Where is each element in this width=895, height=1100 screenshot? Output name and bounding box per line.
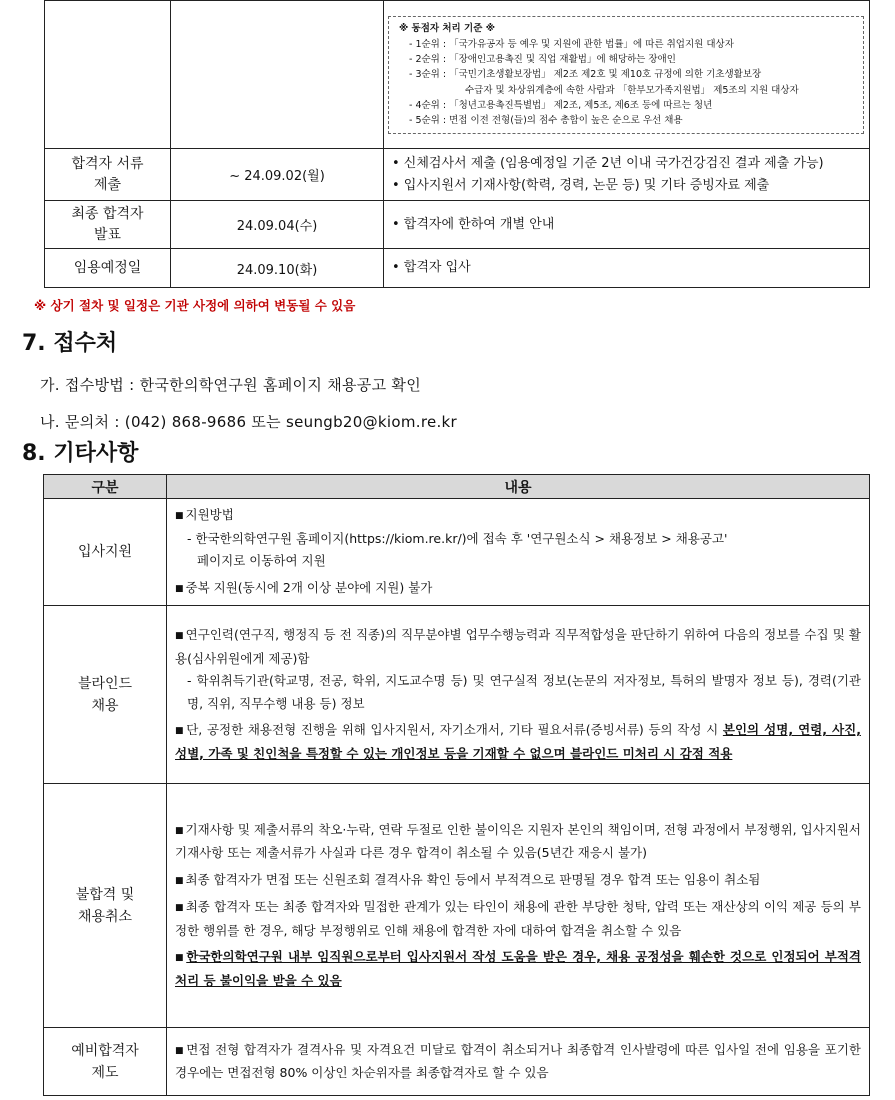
bullet-text: 중복 지원(동시에 2개 이상 분야에 지원) 불가 [185, 579, 433, 595]
category-cell [44, 1028, 167, 1096]
date-cell: ~ 24.09.02(월) [171, 149, 384, 201]
schedule-note: ※ 상기 절차 및 일정은 기관 사정에 의하여 변동될 수 있음 [34, 298, 356, 313]
tiebreak-item: - 5순위 : 면접 이전 전형(들)의 점수 총합이 높은 순으로 우선 채용 [409, 115, 683, 127]
step-cell [45, 249, 171, 288]
bullet-text: 면접 전형 합격자가 결격사유 및 자격요건 미달로 합격이 취소되거나 최종합격 인사발령에 따른 입사일 전에 임용을 포기한 경우에는 면접전형 80% 이상인 차순위자를 최종합격자로 할 수 있음 [175, 1041, 861, 1080]
section-heading: 8. 기타사항 [22, 441, 139, 466]
step-cell [45, 201, 171, 249]
table-row [44, 499, 870, 606]
table-row [44, 1028, 870, 1096]
square-bullet-icon: ■ [175, 1045, 185, 1056]
tiebreak-item: - 2순위 : 「장애인고용촉진 및 직업 재활법」에 해당하는 장애인 [409, 54, 676, 66]
bullet-text: 지원방법 [185, 507, 234, 522]
table-row [44, 784, 870, 1028]
category-label: 채용취소 [77, 908, 133, 925]
bullet-emphasis: 본인의 성명, 연령, 사진, 성별, 가족 및 친인척을 특정할 수 있는 개인정보 등을 기재할 수 없으며 블라인드 미처리 시 감점 적용 [175, 722, 861, 761]
col-header-content: 내용 [167, 475, 870, 499]
col-header-category: 구분 [44, 475, 167, 499]
content-cell [167, 499, 870, 606]
square-bullet-icon: ■ [175, 726, 185, 736]
bullet-text: 연구인력(연구직, 행정직 등 전 직종)의 직무분야별 업무수행능력과 직무적합성을 판단하기 위하여 다음의 정보를 수집 및 활용(심사위원에게 제공)함 [175, 627, 861, 666]
desc-item: • 입사지원서 기재사항(학력, 경력, 논문 등) 및 기타 증빙자료 제출 [392, 177, 770, 193]
desc-cell [384, 201, 870, 249]
category-label: 제도 [91, 1064, 119, 1081]
desc-item: • 합격자 입사 [392, 260, 471, 275]
step-label: 발표 [93, 226, 122, 243]
desc-item: • 합격자에 한하여 개별 안내 [392, 216, 555, 232]
tiebreak-box [388, 16, 864, 133]
sub-item: 페이지로 이동하여 지원 [197, 553, 326, 568]
desc-item: • 신체검사서 제출 (임용예정일 기준 2년 이내 국가건강검진 결과 제출 가능) [392, 155, 824, 171]
content-cell [167, 1028, 870, 1096]
category-label: 블라인드 [77, 675, 133, 692]
step-label: 제출 [93, 176, 122, 193]
sub-item: - 한국한의학연구원 홈페이지(https://kiom.re.kr/)에 접속 후 '연구원소식 > 채용정보 > 채용공고' [187, 530, 728, 546]
table-row [45, 149, 870, 201]
date-cell: 24.09.04(수) [171, 201, 384, 249]
contact-info: 나. 문의처 : (042) 868-9686 또는 seungb20@kiom.re.kr [40, 413, 458, 431]
square-bullet-icon: ■ [175, 825, 184, 836]
content-cell [167, 784, 870, 1028]
step-label: 최종 합격자 [71, 205, 144, 222]
category-label: 채용 [91, 697, 119, 714]
table-row [45, 1, 870, 149]
category-cell [44, 784, 167, 1028]
tiebreak-item: - 1순위 : 「국가유공자 등 예우 및 지원에 관한 법률」에 따른 취업지원 대상자 [409, 38, 734, 50]
square-bullet-icon: ■ [175, 631, 184, 641]
table-header-row [44, 475, 870, 499]
category-cell [44, 606, 167, 784]
category-cell: 입사지원 [44, 499, 167, 606]
apply-method: 가. 접수방법 : 한국한의학연구원 홈페이지 채용공고 확인 [40, 376, 422, 394]
category-label: 불합격 및 [75, 886, 135, 903]
square-bullet-icon: ■ [175, 875, 184, 886]
tiebreak-cell [384, 1, 870, 149]
bullet-text: 최종 합격자가 면접 또는 신원조회 결격사유 확인 등에서 부적격으로 판명될 경우 합격 또는 임용이 취소됨 [185, 871, 761, 887]
table-row [44, 606, 870, 784]
square-bullet-icon: ■ [175, 953, 185, 964]
table-row [45, 201, 870, 249]
step-cell [45, 149, 171, 201]
tiebreak-item: - 3순위 : 「국민기초생활보장법」 제2조 제2호 및 제10호 규정에 의한 기초생활보장 [409, 69, 762, 81]
sub-item: - 학위취득기관(학교명, 전공, 학위, 지도교수명 등) 및 연구실적 정보(논문의 저자정보, 특허의 발명자 정보 등), 경력(기관명, 직위, 직무수행 내용 등) 정보 [187, 673, 861, 711]
square-bullet-icon: ■ [175, 583, 184, 594]
bullet-text: 기재사항 및 제출서류의 착오·누락, 연락 두절로 인한 불이익은 지원자 본인의 책임이며, 전형 과정에서 부정행위, 입사지원서 기재사항 또는 제출서류가 사실과 다른 경우 합격이 취소될 수 있음(5년간 재응시 불가) [175, 821, 861, 861]
tiebreak-title: ※ 동점자 처리 기준 ※ [399, 23, 495, 35]
section-heading: 7. 접수처 [22, 331, 118, 356]
square-bullet-icon: ■ [175, 903, 184, 914]
square-bullet-icon: ■ [175, 511, 184, 521]
tiebreak-item: 수급자 및 차상위계층에 속한 사람과 「한부모가족지원법」 제5조의 지원 대상자 [465, 84, 799, 96]
misc-table [43, 474, 870, 1096]
content-cell [167, 606, 870, 784]
desc-cell [384, 249, 870, 288]
step-label: 합격자 서류 [71, 155, 144, 172]
bullet-text: 최종 합격자 또는 최종 합격자와 밀접한 관계가 있는 타인이 채용에 관한 부당한 청탁, 압력 또는 재산상의 이익 제공 등의 부정한 행위를 한 경우, 해당 부정행위로 인해 채용에 합격한 자에 대하여 합격을 취소할 수 있음 [175, 899, 861, 938]
bullet-emphasis: 한국한의학연구원 내부 임직원으로부터 입사지원서 작성 도움을 받은 경우, 채용 공정성을 훼손한 것으로 인정되어 부적격 처리 등 불이익을 받을 수 있음 [175, 949, 861, 988]
date-cell: 24.09.10(화) [171, 249, 384, 288]
table-row [45, 249, 870, 288]
desc-cell [384, 149, 870, 201]
empty-cell [45, 1, 171, 149]
empty-cell [171, 1, 384, 149]
tiebreak-item: - 4순위 : 「청년고용촉진특별법」 제2조, 제5조, 제6조 등에 따르는 청년 [409, 99, 713, 111]
bullet-text: 단, 공정한 채용전형 진행을 위해 입사지원서, 자기소개서, 기타 필요서류(증빙서류) 등의 작성 시 [186, 722, 723, 737]
schedule-table [44, 0, 870, 288]
category-label: 예비합격자 [71, 1042, 139, 1059]
step-label: 임용예정일 [73, 259, 142, 276]
